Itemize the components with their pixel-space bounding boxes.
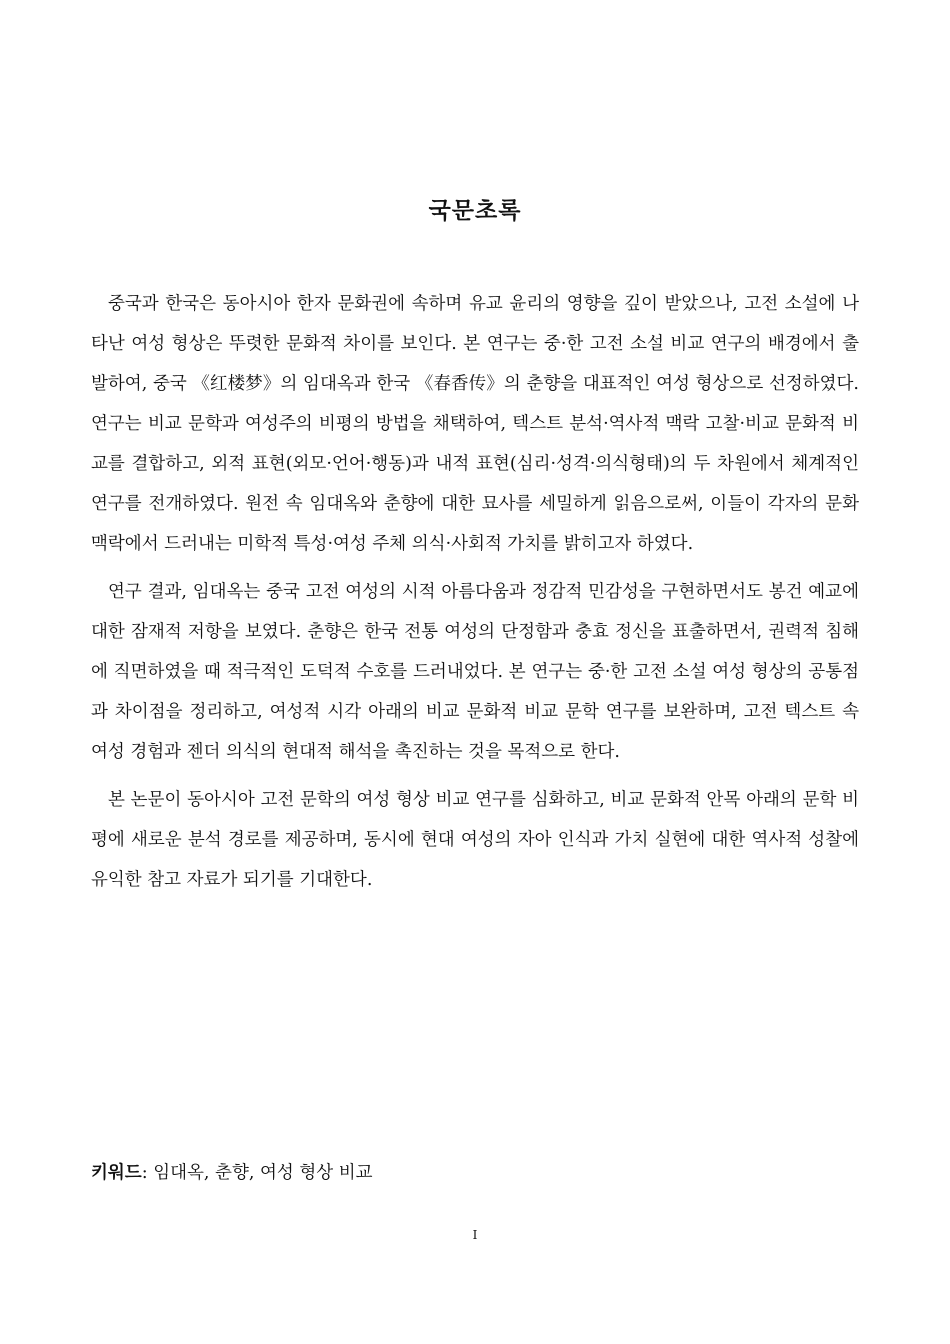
keywords-separator: : bbox=[141, 1163, 148, 1183]
page-title: 국문초록 bbox=[428, 198, 522, 224]
page-number: I bbox=[472, 1228, 478, 1242]
abstract-paragraph-2: 연구 결과, 임대옥는 중국 고전 여성의 시적 아름다움과 정감적 민감성을 구현하면서도 봉건 예교에 대한 잠재적 저항을 보였다. 춘향은 한국 전통 여성의 단정함과 충효 정신을 표출하면서, 권력적 침해에 직면하였을 때 적극적인 도덕적 수호를 드러내었다. 본 연구는 중·한 고전 소설 여성 형상의 공통점과 차이점을 정리하고, 여성적 시각 아래의 비교 문화적 비교 문학 연구를 보완하며, 고전 텍스트 속 여성 경험과 젠더 의식의 현대적 해석을 촉진하는 것을 목적으로 한다. bbox=[91, 582, 859, 762]
keywords-label: 키워드 bbox=[91, 1163, 142, 1183]
keywords-line bbox=[91, 1158, 373, 1188]
abstract-body bbox=[91, 284, 859, 908]
abstract-paragraph-3: 본 논문이 동아시아 고전 문학의 여성 형상 비교 연구를 심화하고, 비교 문화적 안목 아래의 문학 비평에 새로운 분석 경로를 제공하며, 동시에 현대 여성의 자아 인식과 가치 실현에 대한 역사적 성찰에 유익한 참고 자료가 되기를 기대한다. bbox=[91, 790, 859, 890]
abstract-paragraph-1: 중국과 한국은 동아시아 한자 문화권에 속하며 유교 윤리의 영향을 깊이 받았으나, 고전 소설에 나타난 여성 형상은 뚜렷한 문화적 차이를 보인다. 본 연구는 중·한 고전 소설 비교 연구의 배경에서 출발하여, 중국 《红楼梦》의 임대옥과 한국 《春香传》의 춘향을 대표적인 여성 형상으로 선정하였다. 연구는 비교 문학과 여성주의 비평의 방법을 채택하여, 텍스트 분석·역사적 맥락 고찰·비교 문화적 비교를 결합하고, 외적 표현(외모·언어·행동)과 내적 표현(심리·성격·의식형태)의 두 차원에서 체계적인 연구를 전개하였다. 원전 속 임대옥와 춘향에 대한 묘사를 세밀하게 읽음으로써, 이들이 각자의 문화 맥락에서 드러내는 미학적 특성·여성 주체 의식·사회적 가치를 밝히고자 하였다. bbox=[91, 294, 859, 554]
keywords-value: 임대옥, 춘향, 여성 형상 비교 bbox=[153, 1163, 373, 1183]
